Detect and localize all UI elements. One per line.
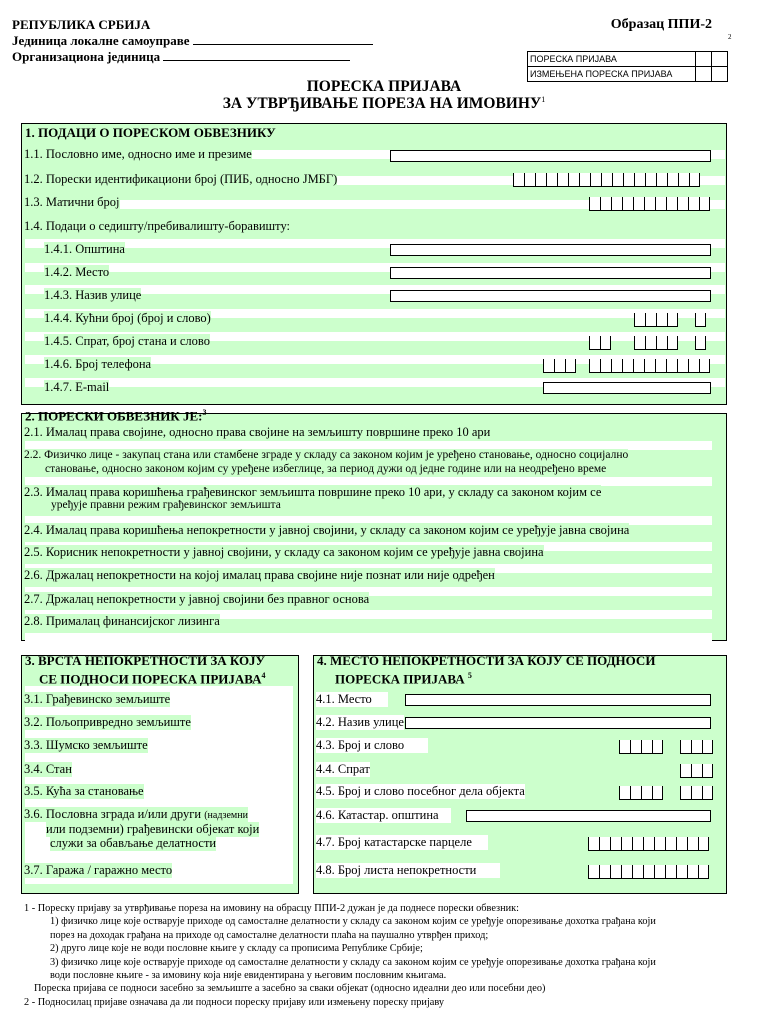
digit-cell[interactable] — [666, 359, 677, 373]
digit-cell[interactable] — [600, 197, 611, 211]
org-unit-input[interactable] — [163, 50, 350, 61]
digit-cell[interactable] — [699, 197, 710, 211]
form-code-footnote: 2 — [728, 33, 732, 41]
footnote-line: 2) друго лице које не води пословне књиге у складу са прописима Републике Србије; — [50, 943, 423, 955]
footnotes — [24, 902, 744, 1009]
digit-cell[interactable] — [652, 740, 663, 754]
row-label: 1.4.3. Назив улице — [44, 288, 142, 302]
digit-cell[interactable] — [621, 837, 632, 851]
section3-title-footnote: 4 — [261, 671, 266, 680]
row-label: 1.4.6. Број телефона — [44, 357, 152, 371]
digit-cell[interactable] — [633, 359, 644, 373]
row-label: 1.4.2. Место — [44, 265, 110, 279]
row-label: 4.3. Број и слово — [316, 738, 428, 753]
property-letter-cells[interactable] — [680, 740, 713, 754]
section3-title — [25, 653, 266, 686]
digit-cell[interactable] — [643, 865, 654, 879]
digit-cell[interactable] — [695, 336, 706, 350]
section2-title — [25, 408, 206, 424]
row-label: 4.6. Катастар. општина — [316, 808, 451, 823]
digit-cell[interactable] — [610, 837, 621, 851]
footnote-line: 3) физичко лице које остварује приходе од самосталне делатности у складу са законом којим се уређује опорезивање дохотка грађана који — [50, 956, 656, 968]
digit-cell[interactable] — [655, 359, 666, 373]
digit-cell[interactable] — [656, 313, 667, 327]
digit-cell[interactable] — [565, 359, 576, 373]
row-label: 2.1. Ималац права својине, односно права својине на земљишту површине преко 10 ари — [24, 425, 491, 439]
property-sheet-number-cells[interactable] — [588, 865, 709, 879]
digit-cell[interactable] — [689, 173, 700, 187]
digit-cell[interactable] — [622, 197, 633, 211]
digit-cell[interactable] — [654, 837, 665, 851]
digit-cell[interactable] — [641, 786, 652, 800]
row-label: 1.1. Пословно име, односно име и презиме — [24, 147, 252, 161]
return-type-label: ИЗМЕЊЕНА ПОРЕСКА ПРИЈАВА — [530, 69, 673, 79]
email-input[interactable] — [543, 382, 711, 394]
digit-cell[interactable] — [655, 197, 666, 211]
row-label: 4.4. Спрат — [316, 762, 370, 776]
digit-cell[interactable] — [698, 865, 709, 879]
footnote-line: Пореска пријава се подноси засебно за земљиште а засебно за сваки објекат (односно идеални део или посебни део) — [34, 983, 546, 995]
digit-cell[interactable] — [557, 173, 568, 187]
digit-cell[interactable] — [676, 837, 687, 851]
form-code: Образац ППИ-2 — [610, 17, 712, 32]
digit-cell[interactable] — [543, 359, 554, 373]
digit-cell[interactable] — [633, 197, 644, 211]
row-label: 3.5. Кућа за становање — [24, 784, 144, 798]
digit-cell[interactable] — [691, 740, 702, 754]
house-number-cells[interactable] — [634, 313, 678, 327]
digit-cell[interactable] — [588, 837, 599, 851]
digit-cell[interactable] — [589, 197, 600, 211]
digit-cell[interactable] — [644, 197, 655, 211]
row-band — [25, 633, 712, 642]
row-label: 2.2. Физичко лице - закупац стана или стамбене зграде у складу са законом којим је уређено становање, односно социјално — [24, 449, 629, 461]
digit-cell[interactable] — [630, 786, 641, 800]
row-label: 1.4. Подаци о седишту/пребивалишту-боравишту: — [24, 219, 291, 233]
digit-cell[interactable] — [590, 173, 601, 187]
form-title-line1: ПОРЕСКА ПРИЈАВА — [306, 78, 462, 95]
digit-cell[interactable] — [622, 359, 633, 373]
section-property-location — [313, 655, 727, 894]
digit-cell[interactable] — [678, 173, 689, 187]
digit-cell[interactable] — [630, 740, 641, 754]
digit-cell[interactable] — [524, 173, 535, 187]
section4-title-line2 — [317, 668, 655, 686]
name-input[interactable] — [390, 150, 711, 162]
digit-cell[interactable] — [702, 740, 713, 754]
digit-cell[interactable] — [680, 786, 691, 800]
street-input[interactable] — [390, 290, 711, 302]
digit-cell[interactable] — [665, 865, 676, 879]
row-label-cont: или подземни) грађевински објекат који — [46, 822, 260, 836]
section-taxpayer-type — [21, 408, 727, 641]
digit-cell[interactable] — [702, 764, 713, 778]
digit-cell[interactable] — [680, 764, 691, 778]
row-label-small: (надземни — [204, 810, 248, 821]
apartment-cells[interactable] — [634, 336, 678, 350]
section4-title — [317, 653, 655, 686]
row-label: 3.3. Шумско земљиште — [24, 738, 148, 752]
digit-cell[interactable] — [695, 313, 706, 327]
digit-cell[interactable] — [645, 173, 656, 187]
row-label: 4.2. Назив улице — [316, 715, 404, 729]
parcel-number-cells[interactable] — [588, 837, 709, 851]
row-label-cont2: служи за обављање делатности — [50, 836, 217, 850]
digit-cell[interactable] — [588, 865, 599, 879]
row-label: 1.3. Матични број — [24, 195, 120, 209]
digit-cell[interactable] — [677, 359, 688, 373]
section2-title-text: 2. ПОРЕСКИ ОБВЕЗНИК ЈЕ: — [25, 408, 203, 424]
footnote-line: 1) физичко лице које остварује приходе од самосталне делатности у складу са законом којим се уређује опорезивање дохотка грађана који — [50, 916, 656, 928]
phone-number-cells[interactable] — [589, 359, 710, 373]
digit-cell[interactable] — [687, 837, 698, 851]
row-label-cont: уређује правни режим грађевинског земљишта — [51, 499, 281, 511]
municipality-input[interactable] — [390, 244, 711, 256]
digit-cell[interactable] — [611, 197, 622, 211]
digit-cell[interactable] — [634, 336, 645, 350]
row-label: 1.4.4. Кућни број (број и слово) — [44, 311, 211, 325]
digit-cell[interactable] — [688, 197, 699, 211]
section-property-type — [21, 655, 299, 894]
property-street-input[interactable] — [405, 717, 711, 729]
row-label: 3.2. Пољопривредно земљиште — [24, 715, 191, 729]
row-label: 2.5. Корисник непокретности у јавној својини, у складу са законом којим се уређује јавна својина — [24, 545, 544, 559]
digit-cell[interactable] — [599, 865, 610, 879]
digit-cell[interactable] — [652, 786, 663, 800]
section1-title: 1. ПОДАЦИ О ПОРЕСКОМ ОБВЕЗНИКУ — [25, 125, 276, 140]
property-place-input[interactable] — [405, 694, 711, 706]
digit-cell[interactable] — [546, 173, 557, 187]
digit-cell[interactable] — [654, 865, 665, 879]
apartment-letter-cell[interactable] — [695, 336, 706, 350]
pib-cells[interactable] — [513, 173, 700, 187]
digit-cell[interactable] — [634, 313, 645, 327]
digit-cell[interactable] — [676, 865, 687, 879]
house-letter-cell[interactable] — [695, 313, 706, 327]
digit-cell[interactable] — [612, 173, 623, 187]
org-unit-label: Организациона јединица — [12, 49, 161, 64]
section4-title-footnote: 5 — [467, 671, 472, 680]
digit-cell[interactable] — [632, 837, 643, 851]
digit-cell[interactable] — [687, 865, 698, 879]
digit-cell[interactable] — [599, 837, 610, 851]
footnote-line: 1 - Пореску пријаву за утврђивање пореза на имовину на обрасцу ППИ-2 дужан је да поднесе порески обвезник: — [24, 903, 519, 914]
digit-cell[interactable] — [621, 865, 632, 879]
digit-cell[interactable] — [641, 740, 652, 754]
digit-cell[interactable] — [554, 359, 565, 373]
org-unit-line — [12, 49, 350, 65]
row-label-cont: становање, односно законом којим су уређене избеглице, за период дужи од једне године или на неодређено време — [45, 463, 607, 475]
row-label: 2.7. Држалац непокретности у јавној својини без правног основа — [24, 592, 370, 606]
return-type-row-original — [528, 52, 727, 67]
digit-cell[interactable] — [535, 173, 546, 187]
republic-label: РЕПУБЛИКА СРБИЈА — [12, 17, 151, 32]
digit-cell[interactable] — [589, 336, 600, 350]
form-title-line2 — [0, 95, 768, 113]
form-title-footnote: 1 — [541, 95, 546, 104]
return-type-checkbox-original[interactable] — [695, 52, 711, 66]
registration-number-cells[interactable] — [589, 197, 710, 211]
digit-cell[interactable] — [702, 786, 713, 800]
digit-cell[interactable] — [667, 336, 678, 350]
row-label: 4.1. Место — [316, 692, 388, 707]
form-title-text: ЗА УТВРЂИВАЊЕ ПОРЕЗА НА ИМОВИНУ — [222, 95, 542, 113]
digit-cell[interactable] — [600, 336, 611, 350]
digit-cell[interactable] — [643, 837, 654, 851]
footnote-line: води пословне књиге - за имовину која није евидентирана у његовим пословним књигама. — [50, 970, 447, 982]
unit-letter-cells[interactable] — [680, 786, 713, 800]
section4-title-text: ПОРЕСКА ПРИЈАВА — [335, 671, 465, 687]
digit-cell[interactable] — [677, 197, 688, 211]
digit-cell[interactable] — [656, 336, 667, 350]
footnote-line: порез на доходак грађана на приходе од самосталне делатности плаћа на паушално утврђен приход; — [50, 929, 489, 941]
digit-cell[interactable] — [619, 740, 630, 754]
cadastral-municipality-input[interactable] — [466, 810, 711, 822]
section4-title-line1: 4. МЕСТО НЕПОКРЕТНОСТИ ЗА КОЈУ СЕ ПОДНОСИ — [317, 653, 656, 668]
digit-cell[interactable] — [568, 173, 579, 187]
digit-cell[interactable] — [644, 359, 655, 373]
digit-cell[interactable] — [634, 173, 645, 187]
digit-cell[interactable] — [645, 336, 656, 350]
section3-title-line2 — [25, 668, 266, 686]
row-label: 4.7. Број катастарске парцеле — [316, 835, 488, 850]
unit-number-cells[interactable] — [619, 786, 663, 800]
digit-cell[interactable] — [619, 786, 630, 800]
digit-cell[interactable] — [656, 173, 667, 187]
digit-cell[interactable] — [691, 764, 702, 778]
row-label: 3.7. Гаража / гаражно место — [24, 863, 173, 877]
local-unit-label: Јединица локалне самоуправе — [12, 33, 190, 48]
row-label — [24, 807, 248, 822]
digit-cell[interactable] — [600, 359, 611, 373]
digit-cell[interactable] — [645, 313, 656, 327]
digit-cell[interactable] — [579, 173, 590, 187]
phone-area-cells[interactable] — [543, 359, 576, 373]
digit-cell[interactable] — [632, 865, 643, 879]
digit-cell[interactable] — [688, 359, 699, 373]
digit-cell[interactable] — [623, 173, 634, 187]
section-taxpayer-data — [21, 123, 727, 405]
digit-cell[interactable] — [513, 173, 524, 187]
digit-cell[interactable] — [611, 359, 622, 373]
row-label: 1.4.5. Спрат, број стана и слово — [44, 334, 210, 348]
place-input[interactable] — [390, 267, 711, 279]
local-unit-line — [12, 33, 373, 49]
return-type-spacer — [711, 52, 727, 66]
section3-title-text: СЕ ПОДНОСИ ПОРЕСКА ПРИЈАВА — [39, 671, 262, 687]
row-label: 3.1. Грађевинско земљиште — [24, 692, 171, 706]
row-label: 4.5. Број и слово посебног дела објекта — [316, 784, 525, 798]
row-label: 2.8. Прималац финансијског лизинга — [24, 614, 220, 628]
row-label: 4.8. Број листа непокретности — [316, 863, 500, 878]
digit-cell[interactable] — [610, 865, 621, 879]
digit-cell[interactable] — [699, 359, 710, 373]
digit-cell[interactable] — [601, 173, 612, 187]
floor-cells[interactable] — [589, 336, 611, 350]
digit-cell[interactable] — [667, 313, 678, 327]
row-label: 1.2. Порески идентификациони број (ПИБ, односно ЈМБГ) — [24, 172, 338, 186]
row-label: 1.4.1. Општина — [44, 242, 125, 256]
section3-title-line1: 3. ВРСТА НЕПОКРЕТНОСТИ ЗА КОЈУ — [25, 653, 266, 668]
property-number-cells[interactable] — [619, 740, 663, 754]
row-label: 2.3. Ималац права коришћења грађевинског земљишта површине преко 10 ари, у складу са законом којим се — [24, 485, 602, 499]
digit-cell[interactable] — [667, 173, 678, 187]
property-floor-cells[interactable] — [680, 764, 713, 778]
digit-cell[interactable] — [680, 740, 691, 754]
local-unit-input[interactable] — [193, 34, 373, 45]
digit-cell[interactable] — [691, 786, 702, 800]
row-label-main: 3.6. Пословна зграда и/или други — [24, 807, 202, 821]
digit-cell[interactable] — [665, 837, 676, 851]
section2-title-footnote: 3 — [202, 408, 207, 417]
digit-cell[interactable] — [666, 197, 677, 211]
row-label: 3.4. Стан — [24, 762, 72, 776]
row-label: 2.6. Држалац непокретности на којој ималац права својине није познат или није одређен — [24, 568, 495, 582]
footnote-line: 2 - Подносилац пријаве означава да ли подноси пореску пријаву или измењену пореску пријаву — [24, 996, 445, 1008]
row-label: 1.4.7. E-mail — [44, 380, 110, 394]
row-label: 2.4. Ималац права коришћења непокретности у јавној својини, у складу са законом којим се уређује јавна својина — [24, 523, 630, 537]
return-type-label: ПОРЕСКА ПРИЈАВА — [530, 54, 617, 64]
digit-cell[interactable] — [698, 837, 709, 851]
digit-cell[interactable] — [589, 359, 600, 373]
